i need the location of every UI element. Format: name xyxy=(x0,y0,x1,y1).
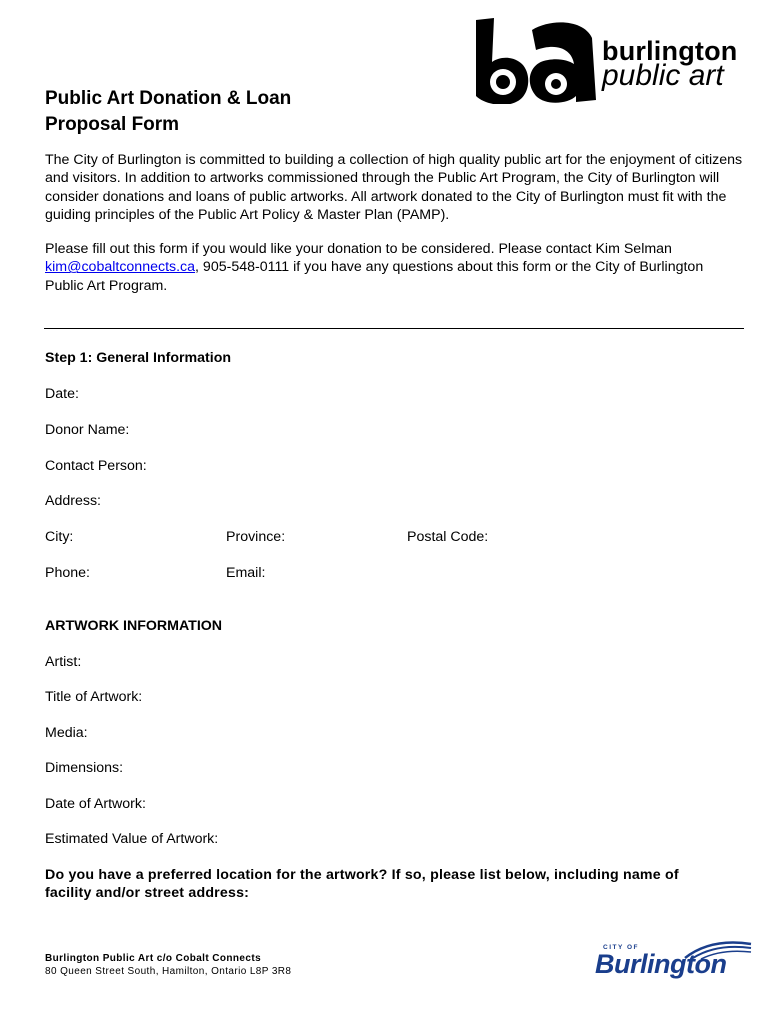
logo-wordmark xyxy=(602,38,737,91)
artist-label: Artist: xyxy=(45,654,82,670)
form-title xyxy=(45,86,445,138)
province-label: Province: xyxy=(226,529,286,545)
contact-email-link[interactable]: kim@cobaltconnects.ca xyxy=(45,259,196,276)
intro-paragraph-1: The City of Burlington is committed to building a collection of high quality public art for the enjoyment of citizens and visitors. In addition to artworks commissioned through the Public Art Program, the City of Burlington will consider donations and loans of public artworks. All artwork donated to the City of Burlington must fit with the guiding principles of the Public Art Policy & Master Plan (PAMP). xyxy=(45,152,743,223)
footer-organization: Burlington Public Art c/o Cobalt Connects xyxy=(45,953,262,964)
date-label: Date: xyxy=(45,386,79,402)
intro-paragraph-2 xyxy=(45,240,745,295)
location-question-line2: facility and/or street address: xyxy=(45,885,250,901)
artwork-heading: ARTWORK INFORMATION xyxy=(45,618,223,634)
email-label: Email: xyxy=(226,565,266,581)
logo-line2: public art xyxy=(602,59,724,92)
address-label: Address: xyxy=(45,493,101,509)
step1-heading: Step 1: General Information xyxy=(45,350,232,366)
donor-name-label: Donor Name: xyxy=(45,422,130,438)
burlington-public-art-logo xyxy=(472,16,740,104)
phone-label: Phone: xyxy=(45,565,90,581)
title-line1: Public Art Donation & Loan xyxy=(45,88,292,109)
city-of-burlington-logo xyxy=(595,938,755,983)
dimensions-label: Dimensions: xyxy=(45,760,124,776)
postal-code-label: Postal Code: xyxy=(407,529,489,545)
footer-address: 80 Queen Street South, Hamilton, Ontario L8P 3R8 xyxy=(45,966,292,977)
contact-person-label: Contact Person: xyxy=(45,458,147,474)
city-of-text: CITY OF xyxy=(603,944,640,951)
location-question-line1: Do you have a preferred location for the artwork? If so, please list below, including name of xyxy=(45,867,679,883)
title-line2: Proposal Form xyxy=(45,114,180,135)
artwork-title-label: Title of Artwork: xyxy=(45,689,143,705)
estimated-value-label: Estimated Value of Artwork: xyxy=(45,831,219,847)
media-label: Media: xyxy=(45,725,88,741)
intro-p2-text-end: , 905-548-0111 if you have any questions about this form or the City of Burlington Public Art Program. xyxy=(45,259,704,294)
artwork-date-label: Date of Artwork: xyxy=(45,796,146,812)
intro-p2-text: Please fill out this form if you would like your donation to be considered. Please contact Kim Selman xyxy=(45,241,672,257)
city-label: City: xyxy=(45,529,74,545)
section-divider xyxy=(44,328,744,329)
ba-logo-mark-icon xyxy=(472,16,598,104)
burlington-wordmark: Burlington xyxy=(595,949,727,979)
logo-line1: burlington xyxy=(602,36,738,66)
